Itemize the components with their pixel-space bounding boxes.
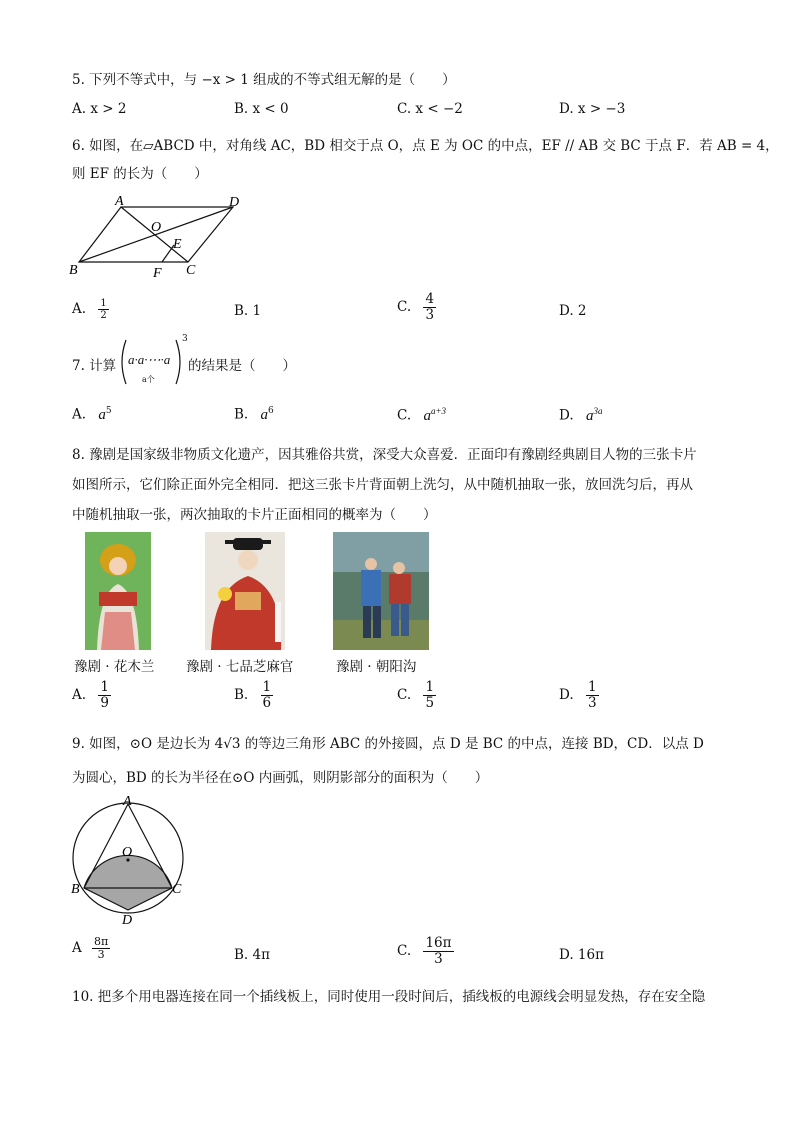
q9-option-c: C. $\frac{16\pi}{3}$ — [397, 935, 452, 967]
q9-option-a: A $\frac{8\pi}{3}$ — [72, 935, 109, 962]
q8-option-d: D. $\frac{1}{3}$ — [559, 679, 597, 711]
q9-option-b: B. 4π — [234, 947, 270, 963]
q6-label-f: F — [153, 266, 162, 281]
q8-option-b: B. $\frac{1}{6}$ — [234, 679, 272, 711]
q8-option-a-fraction: $\frac{1}{9}$ — [100, 679, 109, 711]
q8-option-a: A. $\frac{1}{9}$ — [72, 679, 109, 711]
q6-parallelogram-figure — [66, 190, 256, 282]
q5-option-a: A. x > 2 — [72, 101, 127, 117]
q6-label-b: B — [69, 263, 78, 278]
q8-option-d-fraction: $\frac{1}{3}$ — [587, 679, 597, 711]
card-caption-qipin-zhimaguan: 豫剧 · 七品芝麻官 — [186, 659, 294, 675]
q7-exponent: 3 — [182, 334, 188, 344]
q7-option-a: A. $a^5$ — [72, 406, 112, 423]
q7-under-label: a个 — [142, 375, 155, 384]
card-zhaoyanggou-image — [333, 532, 429, 650]
q9-option-d: D. 16π — [559, 947, 604, 963]
q6-label-c: C — [186, 263, 196, 278]
q6-option-a: A. $\frac{1}{2}$ — [72, 298, 107, 321]
q6-option-c-fraction: $\frac{4}{3}$ — [425, 291, 435, 323]
q10-line1: 10. 把多个用电器连接在同一个插线板上，同时使用一段时间后，插线板的电源线会明显发热，存在安全隐 — [72, 989, 706, 1005]
q9-line1: 9. 如图，⊙O 是边长为 4√3 的等边三角形 ABC 的外接圆，点 D 是 BC 的中点，连接 BD，CD．以点 D — [72, 736, 704, 752]
q7-suffix: 的结果是（ ） — [188, 358, 296, 374]
card-caption-hua-mulan: 豫剧 · 花木兰 — [74, 659, 155, 675]
q9-line2: 为圆心，BD 的长为半径在⊙O 内画弧，则阴影部分的面积为（ ） — [72, 770, 489, 786]
q7-option-b: B. $a^6$ — [234, 406, 274, 423]
q7-option-c: C. $a^{a+3}$ — [397, 406, 447, 424]
q5-stem: 5. 下列不等式中，与 −x > 1 组成的不等式组无解的是（ ） — [72, 72, 456, 88]
q9-label-a: A — [123, 794, 132, 809]
q6-label-d: D — [229, 195, 240, 210]
q7-expression — [118, 334, 188, 388]
q9-label-d: D — [122, 913, 133, 928]
q8-option-c-fraction: $\frac{1}{5}$ — [425, 679, 435, 711]
q8-option-c: C. $\frac{1}{5}$ — [397, 679, 435, 711]
q8-line1: 8. 豫剧是国家级非物质文化遗产，因其雅俗共赏，深受大众喜爱．正面印有豫剧经典剧目人物的三张卡片 — [72, 447, 697, 463]
q9-option-a-fraction: $\frac{8\pi}{3}$ — [94, 935, 109, 962]
q6-label-o: O — [151, 220, 162, 235]
q9-option-c-fraction: $\frac{16\pi}{3}$ — [425, 935, 452, 967]
q7-expr-text: a·a·⋯·a — [128, 352, 171, 367]
q6-stem-line2: 则 EF 的长为（ ） — [72, 166, 208, 182]
q6-stem-line1: 6. 如图，在▱ABCD 中，对角线 AC，BD 相交于点 O，点 E 为 OC 的中点，EF // AB 交 BC 于点 F．若 AB = 4， — [72, 138, 779, 154]
card-qipin-zhimaguan-image — [205, 532, 285, 650]
q8-line2: 如图所示，它们除正面外完全相同．把这三张卡片背面朝上洗匀，从中随机抽取一张，放回洗匀后，再从 — [72, 477, 693, 493]
q6-option-a-fraction: $\frac{1}{2}$ — [100, 298, 107, 321]
q9-circle-figure — [66, 792, 190, 928]
q5-option-b: B. x < 0 — [234, 101, 289, 117]
q9-label-c: C — [172, 882, 182, 897]
card-hua-mulan-image — [85, 532, 151, 650]
q9-label-o: O — [122, 845, 133, 860]
q5-option-d: D. x > −3 — [559, 101, 626, 117]
q7-prefix: 7. 计算 — [72, 358, 117, 374]
q6-label-e: E — [173, 237, 182, 252]
q7-option-d: D. $a^{3a}$ — [559, 406, 603, 424]
q8-option-b-fraction: $\frac{1}{6}$ — [262, 679, 272, 711]
q5-option-c: C. x < −2 — [397, 101, 463, 117]
q6-option-b: B. 1 — [234, 303, 262, 319]
card-caption-zhaoyanggou: 豫剧 · 朝阳沟 — [336, 659, 417, 675]
q6-option-c: C. $\frac{4}{3}$ — [397, 291, 435, 323]
q6-option-d: D. 2 — [559, 303, 587, 319]
q6-label-a: A — [115, 194, 124, 209]
q8-line3: 中随机抽取一张，两次抽取的卡片正面相同的概率为（ ） — [72, 507, 437, 523]
q9-label-b: B — [71, 882, 80, 897]
